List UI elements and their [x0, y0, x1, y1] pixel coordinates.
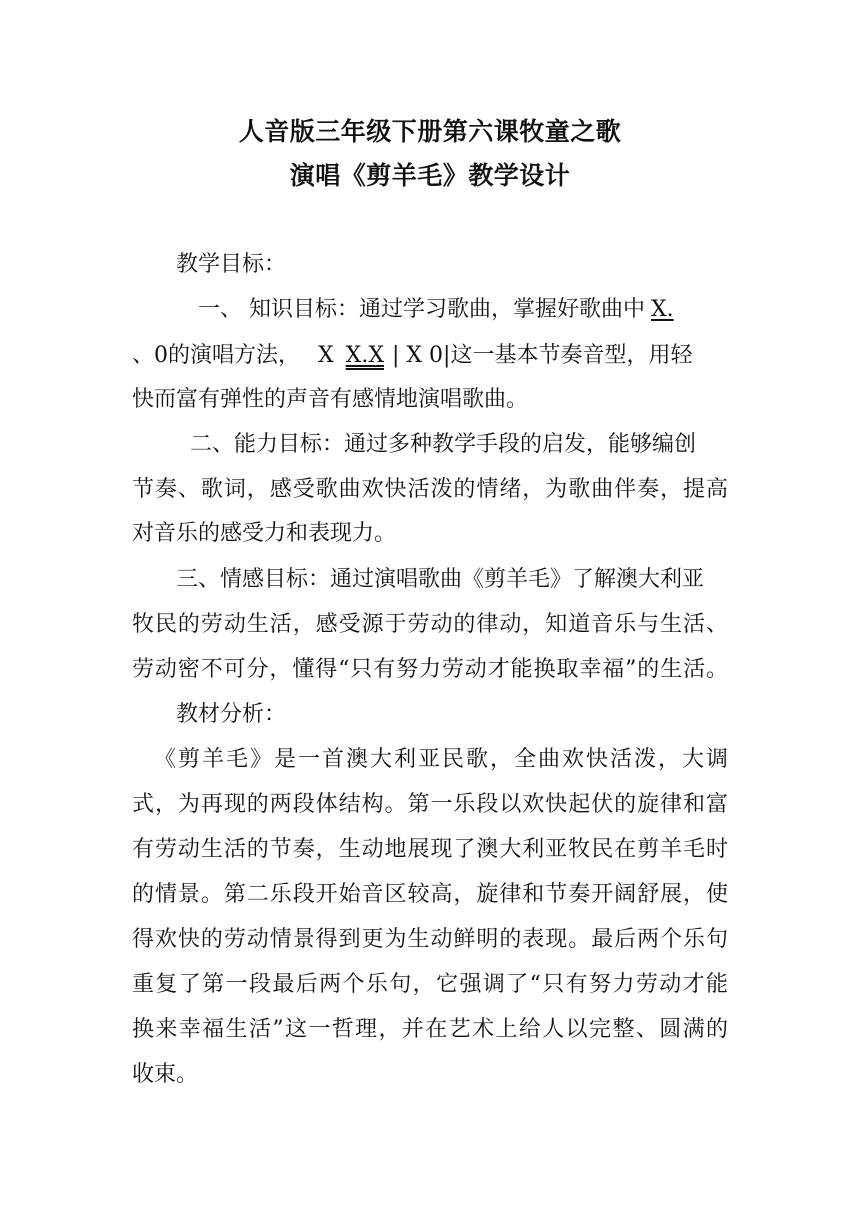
rhythm-notation-dotted: X.	[651, 297, 674, 322]
knowledge-goal-line1	[198, 295, 674, 325]
emotion-goal-line3: 劳动密不可分，懂得“只有努力劳动才能换取幸福”的生活。	[132, 657, 728, 682]
emotion-goal-line1: 三、情感目标：通过演唱歌曲《剪羊毛》了解澳大利亚	[176, 567, 705, 592]
emotion-goal-line2: 牧民的劳动生活，感受源于劳动的律动，知道音乐与生活、	[132, 612, 728, 637]
analysis-line: 式，为再现的两段体结构。第一乐段以欢快起伏的旋律和富	[132, 792, 728, 817]
rhythm-notation-dotted-pair: X.X	[345, 343, 384, 368]
analysis-line: 《剪羊毛》是一首澳大利亚民歌，全曲欢快活泼，大调	[154, 747, 728, 772]
analysis-line: 重复了第一段最后两个乐句，它强调了“只有努力劳动才能	[132, 972, 728, 997]
knowledge-goal-line3: 快而富有弹性的声音有感情地演唱歌曲。	[132, 387, 529, 412]
rhythm-notation-x: X	[318, 343, 334, 368]
analysis-line: 有劳动生活的节奏，生动地展现了澳大利亚牧民在剪羊毛时	[132, 837, 728, 862]
analysis-line: 收束。	[132, 1062, 199, 1087]
teaching-goals-heading: 教学目标：	[176, 252, 287, 277]
knowledge-goal-line2	[132, 341, 693, 371]
analysis-line: 的情景。第二乐段开始音区较高，旋律和节奏开阔舒展，使	[132, 882, 728, 907]
document-title-line2: 演唱《剪羊毛》教学设计	[289, 161, 571, 190]
analysis-line: 得欢快的劳动情景得到更为生动鲜明的表现。最后两个乐句	[132, 927, 728, 952]
ability-goal-line1: 二、能力目标：通过多种教学手段的启发，能够编创	[190, 432, 697, 457]
knowledge-goal-text: 、0的演唱方法，	[132, 343, 300, 368]
analysis-line: 换来幸福生活”这一哲理，并在艺术上给人以完整、圆满的	[132, 1017, 728, 1042]
knowledge-goal-text: 这一基本节奏音型，用轻	[450, 343, 693, 368]
rhythm-notation-bar: | X 0|	[392, 343, 451, 368]
ability-goal-line3: 对音乐的感受力和表现力。	[132, 521, 397, 546]
knowledge-goal-text: 一、 知识目标：通过学习歌曲，掌握好歌曲中	[198, 297, 645, 322]
ability-goal-line2: 节奏、歌词，感受歌曲欢快活泼的情绪，为歌曲伴奏，提高	[132, 477, 728, 502]
document-title-line1: 人音版三年级下册第六课牧童之歌	[238, 117, 622, 146]
analysis-heading: 教材分析：	[176, 702, 287, 727]
